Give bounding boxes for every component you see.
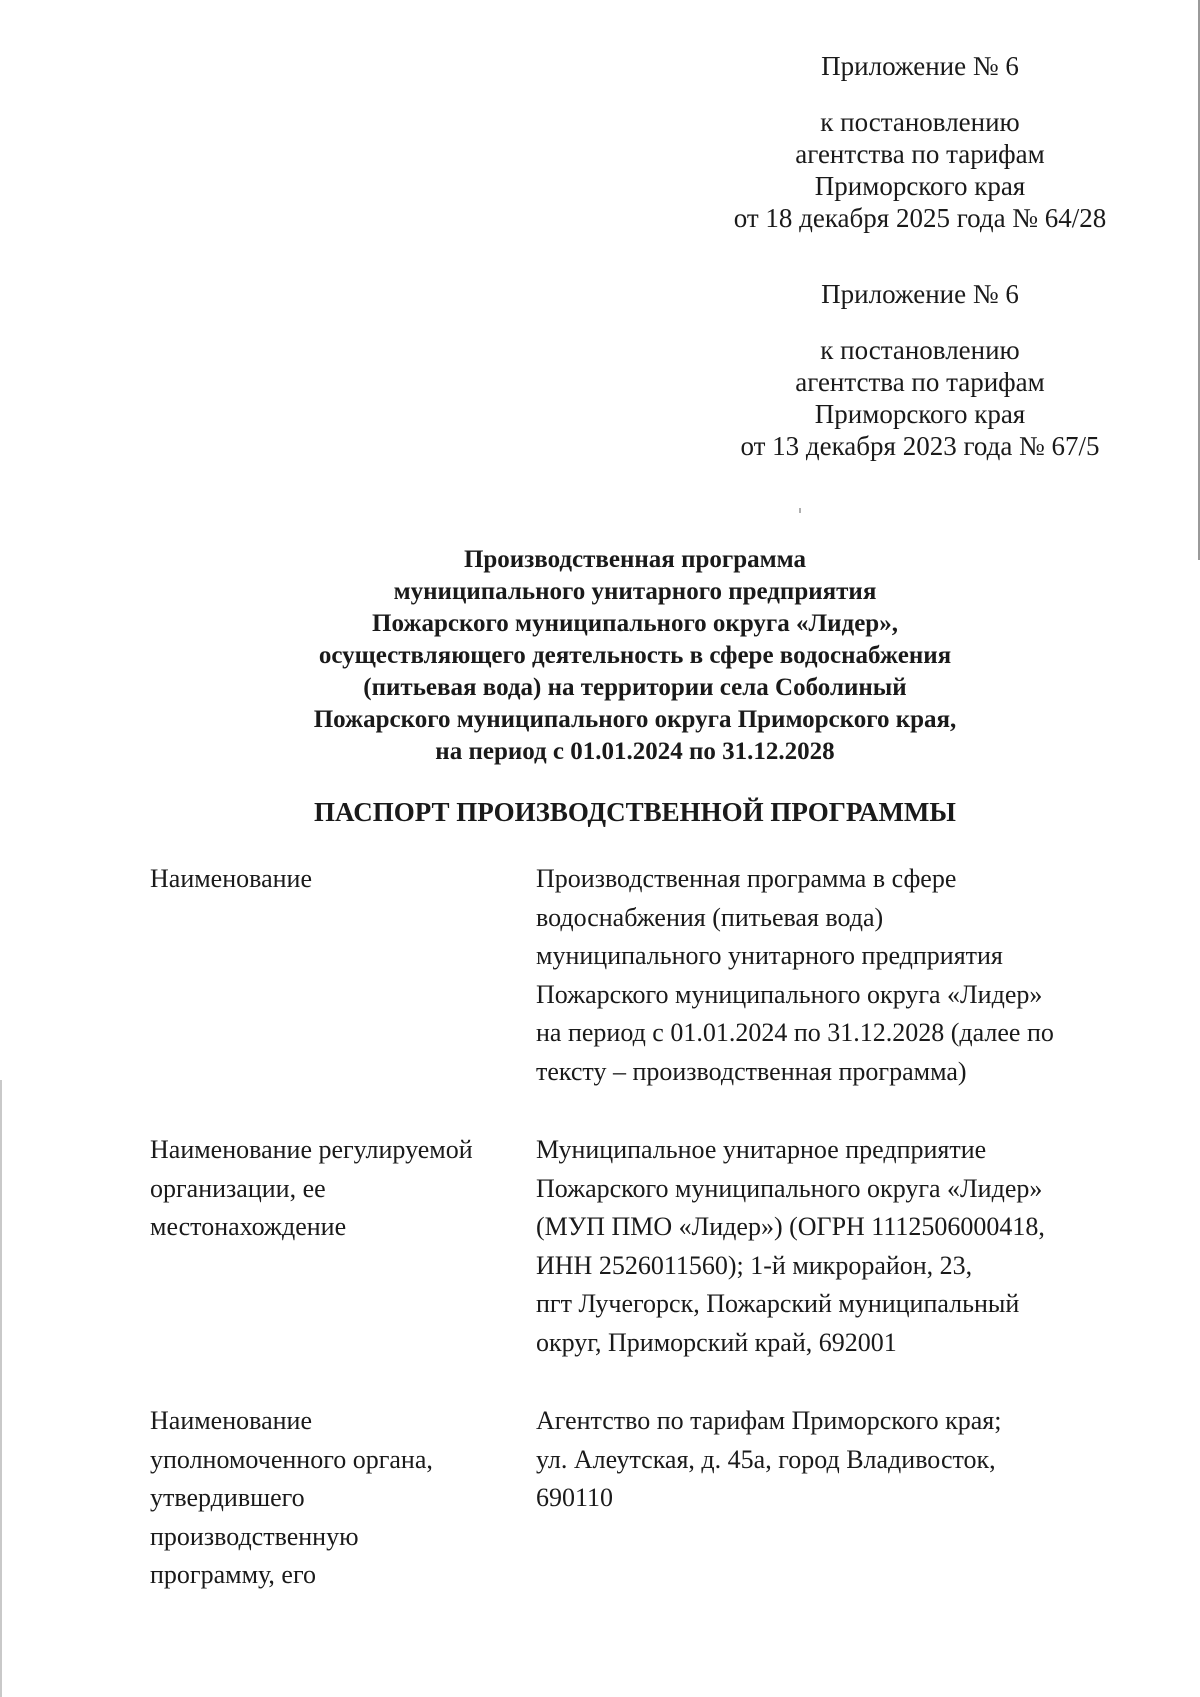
- appendix-line: Приморского края: [814, 171, 1026, 201]
- program-title-line: Производственная программа: [463, 546, 807, 573]
- passport-row-label: [150, 1131, 536, 1362]
- appendix-line: агентства по тарифам: [795, 367, 1045, 397]
- label-line: организации, ее: [150, 1173, 326, 1203]
- program-title-line: Пожарского муниципального округа «Лидер»,: [372, 610, 898, 637]
- value-line: на период с 01.01.2024 по 31.12.2028 (далее по: [536, 1018, 1054, 1047]
- value-line: округ, Приморский край, 692001: [536, 1327, 897, 1357]
- passport-row-label: [150, 1402, 536, 1595]
- passport-row-organization: [150, 1131, 1110, 1362]
- value-line: ул. Алеутская, д. 45а, город Владивосток,: [536, 1444, 996, 1474]
- program-title-line: муниципального унитарного предприятия: [393, 578, 877, 605]
- value-line: водоснабжения (питьевая вода): [536, 902, 884, 932]
- passport-row-authority: [150, 1402, 1110, 1595]
- appendix-line: Приморского края: [814, 399, 1026, 429]
- label-line: утвердившего: [150, 1483, 305, 1512]
- appendix-line: к постановлению: [820, 335, 1020, 365]
- value-line: Производственная программа в сфере: [536, 864, 957, 893]
- program-title-line: Пожарского муниципального округа Приморского края,: [313, 706, 957, 733]
- appendix-title: Приложение № 6: [821, 279, 1019, 309]
- passport-row-name: [150, 860, 1110, 1091]
- label-line: программу, его: [150, 1560, 316, 1589]
- appendix-line: к постановлению: [820, 107, 1020, 137]
- program-title: [150, 544, 1120, 768]
- passport-row-label: [150, 860, 536, 1091]
- label-line: производственную: [150, 1521, 359, 1551]
- value-line: муниципального унитарного предприятия: [536, 941, 1003, 970]
- program-title-line: на период с 01.01.2024 по 31.12.2028: [435, 738, 835, 765]
- appendix-title: Приложение № 6: [821, 51, 1019, 81]
- appendix-date-line: от 18 декабря 2025 года № 64/28: [733, 203, 1107, 233]
- value-line: тексту – производственная программа): [536, 1056, 967, 1086]
- value-line: ИНН 2526011560); 1-й микрорайон, 23,: [536, 1250, 973, 1280]
- label-line: Наименование регулируемой: [150, 1135, 473, 1164]
- program-title-line: осуществляющего деятельность в сфере водоснабжения: [318, 642, 952, 669]
- label-line: уполномоченного органа,: [150, 1444, 433, 1474]
- value-line: 690110: [536, 1483, 614, 1512]
- appendix-date-line: от 13 декабря 2023 года № 67/5: [740, 431, 1100, 461]
- value-line: Пожарского муниципального округа «Лидер»: [536, 1173, 1043, 1203]
- appendix-block-current: [700, 50, 1140, 234]
- label-line: Наименование: [150, 864, 312, 893]
- passport-row-value: [536, 1131, 1096, 1362]
- label-line: местонахождение: [150, 1212, 347, 1241]
- value-line: (МУП ПМО «Лидер») (ОГРН 1112506000418,: [536, 1212, 1045, 1241]
- value-line: пгт Лучегорск, Пожарский муниципальный: [536, 1289, 1020, 1318]
- scan-left-edge: [0, 1080, 2, 1697]
- value-line: Муниципальное унитарное предприятие: [536, 1135, 987, 1164]
- value-line: Пожарского муниципального округа «Лидер»: [536, 979, 1043, 1009]
- program-title-line: (питьевая вода) на территории села Соболиный: [363, 674, 907, 701]
- passport-table: [150, 860, 1110, 1635]
- label-line: Наименование: [150, 1406, 312, 1435]
- appendix-block-original: [700, 278, 1140, 462]
- appendix-line: агентства по тарифам: [795, 139, 1045, 169]
- passport-heading: ПАСПОРТ ПРОИЗВОДСТВЕННОЙ ПРОГРАММЫ: [314, 797, 956, 827]
- passport-row-value: [536, 860, 1096, 1091]
- value-line: Агентство по тарифам Приморского края;: [536, 1406, 1002, 1435]
- passport-row-value: [536, 1402, 1096, 1595]
- scan-speck: [799, 508, 801, 513]
